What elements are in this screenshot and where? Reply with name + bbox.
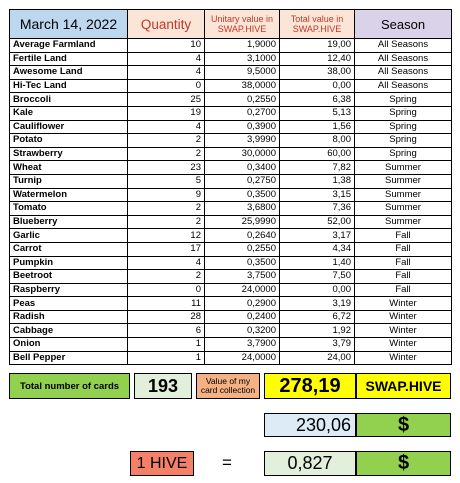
total-value-cell: 1,56 [280, 120, 355, 134]
total-value-cell: 3,17 [280, 229, 355, 243]
unit-value-header: Unitary value in SWAP.HIVE [205, 10, 280, 39]
total-value-cell: 3,19 [280, 297, 355, 311]
total-value-cell: 6,38 [280, 93, 355, 107]
quantity-cell: 5 [128, 174, 205, 188]
table-row [10, 188, 452, 202]
quantity-cell: 12 [128, 229, 205, 243]
table-row [10, 79, 452, 93]
table-row [10, 256, 452, 270]
table-row [10, 338, 452, 352]
total-value-cell: 4,34 [280, 242, 355, 256]
quantity-header: Quantity [128, 10, 205, 39]
unit-value-cell: 0,2550 [205, 93, 280, 107]
quantity-cell: 4 [128, 66, 205, 80]
quantity-cell: 28 [128, 310, 205, 324]
season-cell: Winter [355, 338, 452, 352]
quantity-cell: 0 [128, 79, 205, 93]
card-name-cell: Turnip [10, 174, 128, 188]
card-name-cell: Raspberry [10, 283, 128, 297]
usd-value: 230,06 [264, 413, 356, 437]
unit-value-cell: 38,0000 [205, 79, 280, 93]
season-cell: Spring [355, 106, 452, 120]
table-row [10, 174, 452, 188]
table-row [10, 147, 452, 161]
unit-value-cell: 0,3500 [205, 188, 280, 202]
quantity-cell: 0 [128, 283, 205, 297]
quantity-cell: 2 [128, 270, 205, 284]
card-name-cell: Potato [10, 134, 128, 148]
table-row [10, 215, 452, 229]
table-row [10, 134, 452, 148]
rate-symbol: $ [356, 451, 451, 476]
unit-value-cell: 30,0000 [205, 147, 280, 161]
unit-value-cell: 0,3500 [205, 256, 280, 270]
unit-value-cell: 1,9000 [205, 39, 280, 53]
season-cell: Winter [355, 310, 452, 324]
table-row [10, 161, 452, 175]
quantity-cell: 4 [128, 120, 205, 134]
usd-symbol: $ [356, 413, 451, 437]
table-row [10, 52, 452, 66]
unit-value-cell: 0,2750 [205, 174, 280, 188]
total-value-cell: 52,00 [280, 215, 355, 229]
total-value-cell: 38,00 [280, 66, 355, 80]
collection-value: 278,19 [264, 373, 356, 399]
total-value-cell: 60,00 [280, 147, 355, 161]
card-name-cell: Cauliflower [10, 120, 128, 134]
season-cell: Summer [355, 161, 452, 175]
card-name-cell: Bell Pepper [10, 351, 128, 365]
total-value-cell: 6,72 [280, 310, 355, 324]
unit-value-cell: 0,3400 [205, 161, 280, 175]
unit-value-cell: 3,9990 [205, 134, 280, 148]
table-row [10, 324, 452, 338]
season-cell: Summer [355, 188, 452, 202]
quantity-cell: 4 [128, 256, 205, 270]
card-name-cell: Garlic [10, 229, 128, 243]
cards-table [9, 9, 452, 365]
quantity-cell: 1 [128, 351, 205, 365]
quantity-cell: 17 [128, 242, 205, 256]
total-value-cell: 7,36 [280, 202, 355, 216]
unit-value-cell: 0,3200 [205, 324, 280, 338]
quantity-cell: 10 [128, 39, 205, 53]
card-name-cell: Onion [10, 338, 128, 352]
table-row [10, 229, 452, 243]
unit-value-cell: 9,5000 [205, 66, 280, 80]
table-row [10, 283, 452, 297]
table-row [10, 270, 452, 284]
total-value-cell: 1,38 [280, 174, 355, 188]
season-cell: Spring [355, 134, 452, 148]
unit-value-cell: 0,2700 [205, 106, 280, 120]
card-name-cell: Average Farmland [10, 39, 128, 53]
unit-value-cell: 24,0000 [205, 351, 280, 365]
season-cell: Summer [355, 215, 452, 229]
total-value-cell: 1,40 [280, 256, 355, 270]
season-cell: Fall [355, 270, 452, 284]
card-name-cell: Carrot [10, 242, 128, 256]
table-row [10, 297, 452, 311]
table-row [10, 120, 452, 134]
unit-value-cell: 24,0000 [205, 283, 280, 297]
total-value-cell: 0,00 [280, 283, 355, 297]
card-name-cell: Fertile Land [10, 52, 128, 66]
card-name-cell: Kale [10, 106, 128, 120]
total-value-cell: 3,15 [280, 188, 355, 202]
date-header: March 14, 2022 [10, 10, 128, 39]
total-value-header: Total value in SWAP.HIVE [280, 10, 355, 39]
card-name-cell: Awesome Land [10, 66, 128, 80]
total-value-cell: 19,00 [280, 39, 355, 53]
season-cell: Spring [355, 93, 452, 107]
total-value-cell: 0,00 [280, 79, 355, 93]
quantity-cell: 2 [128, 202, 205, 216]
season-cell: All Seasons [355, 79, 452, 93]
unit-value-cell: 3,1000 [205, 52, 280, 66]
season-cell: Winter [355, 297, 452, 311]
total-value-cell: 8,00 [280, 134, 355, 148]
total-value-cell: 7,50 [280, 270, 355, 284]
table-row [10, 93, 452, 107]
total-value-cell: 1,92 [280, 324, 355, 338]
table-row [10, 310, 452, 324]
hive-label: 1 HIVE [130, 451, 194, 476]
equals-sign: = [222, 453, 232, 472]
season-cell: Fall [355, 242, 452, 256]
quantity-cell: 2 [128, 147, 205, 161]
season-cell: All Seasons [355, 52, 452, 66]
unit-value-cell: 0,2400 [205, 310, 280, 324]
quantity-cell: 25 [128, 93, 205, 107]
unit-value-cell: 0,2550 [205, 242, 280, 256]
card-name-cell: Wheat [10, 161, 128, 175]
quantity-cell: 2 [128, 215, 205, 229]
card-name-cell: Strawberry [10, 147, 128, 161]
season-cell: Spring [355, 147, 452, 161]
season-cell: Spring [355, 120, 452, 134]
season-cell: Summer [355, 202, 452, 216]
quantity-cell: 23 [128, 161, 205, 175]
unit-value-cell: 0,3900 [205, 120, 280, 134]
unit-value-cell: 0,2900 [205, 297, 280, 311]
table-row [10, 351, 452, 365]
season-cell: Winter [355, 324, 452, 338]
card-name-cell: Broccoli [10, 93, 128, 107]
quantity-cell: 2 [128, 134, 205, 148]
total-value-cell: 24,00 [280, 351, 355, 365]
table-row [10, 106, 452, 120]
season-cell: Fall [355, 283, 452, 297]
unit-value-cell: 3,6800 [205, 202, 280, 216]
total-value-cell: 3,79 [280, 338, 355, 352]
season-cell: Fall [355, 229, 452, 243]
card-name-cell: Blueberry [10, 215, 128, 229]
season-cell: All Seasons [355, 66, 452, 80]
total-value-cell: 5,13 [280, 106, 355, 120]
season-cell: Summer [355, 174, 452, 188]
quantity-cell: 9 [128, 188, 205, 202]
card-name-cell: Peas [10, 297, 128, 311]
collection-value-label: Value of my card collection [196, 373, 260, 399]
total-cards-value: 193 [134, 373, 192, 399]
currency-label: SWAP.HIVE [356, 373, 451, 399]
table-row [10, 202, 452, 216]
card-name-cell: Cabbage [10, 324, 128, 338]
card-name-cell: Pumpkin [10, 256, 128, 270]
total-value-cell: 7,82 [280, 161, 355, 175]
card-name-cell: Watermelon [10, 188, 128, 202]
quantity-cell: 4 [128, 52, 205, 66]
season-cell: All Seasons [355, 39, 452, 53]
quantity-cell: 11 [128, 297, 205, 311]
card-name-cell: Hi-Tec Land [10, 79, 128, 93]
unit-value-cell: 3,7500 [205, 270, 280, 284]
total-value-cell: 12,40 [280, 52, 355, 66]
season-cell: Winter [355, 351, 452, 365]
quantity-cell: 19 [128, 106, 205, 120]
table-row [10, 66, 452, 80]
table-row [10, 39, 452, 53]
total-cards-label: Total number of cards [9, 373, 130, 399]
unit-value-cell: 0,2640 [205, 229, 280, 243]
card-name-cell: Tomato [10, 202, 128, 216]
hive-rate: 0,827 [264, 451, 356, 476]
table-header-row [10, 10, 452, 39]
unit-value-cell: 3,7900 [205, 338, 280, 352]
season-header: Season [355, 10, 452, 39]
quantity-cell: 6 [128, 324, 205, 338]
card-name-cell: Radish [10, 310, 128, 324]
season-cell: Fall [355, 256, 452, 270]
unit-value-cell: 25,9990 [205, 215, 280, 229]
quantity-cell: 1 [128, 338, 205, 352]
card-name-cell: Beetroot [10, 270, 128, 284]
table-row [10, 242, 452, 256]
